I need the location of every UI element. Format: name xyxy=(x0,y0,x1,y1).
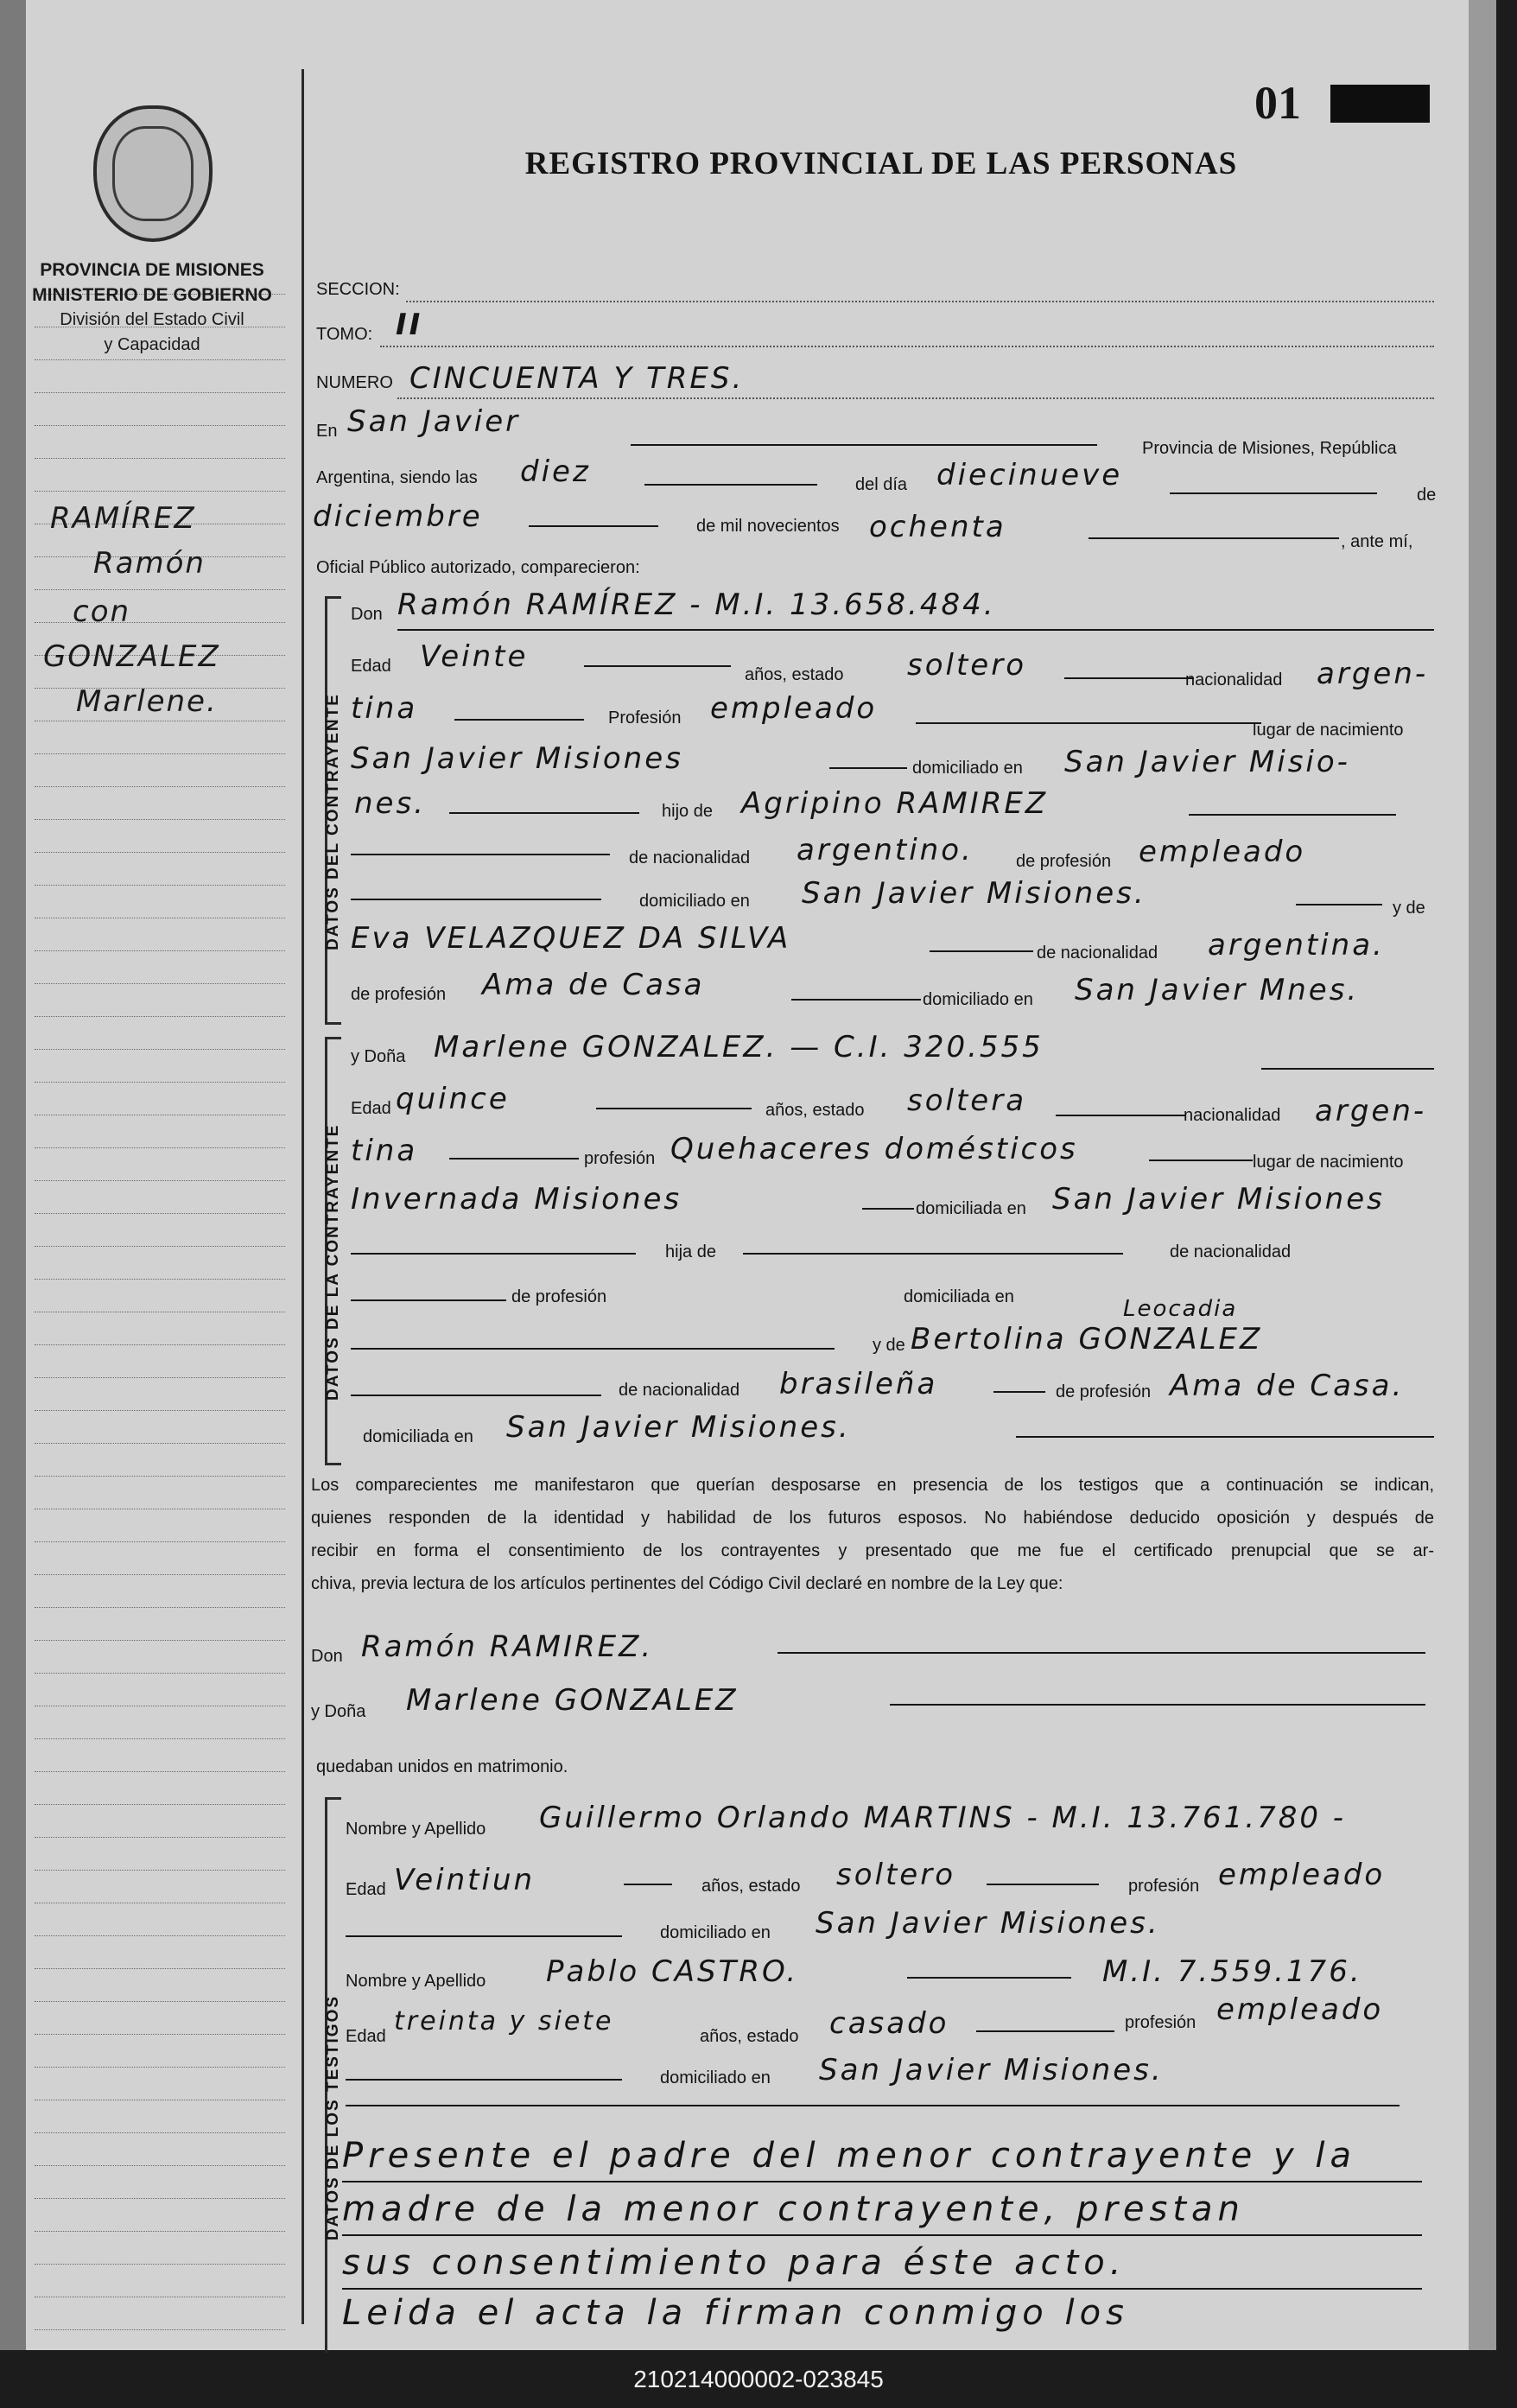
margin-ruled-line xyxy=(35,1443,285,1444)
t1-nombre-label: Nombre y Apellido xyxy=(346,1820,486,1839)
contrayenta-edad: quince xyxy=(396,1082,510,1116)
t2-edad-label: Edad xyxy=(346,2027,386,2046)
declaracion-line-4: chiva, previa lectura de los artículos pertinentes del Código Civil declaré en nombre de la Ley que: xyxy=(311,1574,1063,1593)
t2-dom-label: domiciliado en xyxy=(660,2068,771,2087)
margin-ruled-line xyxy=(35,1410,285,1411)
folio-number: 01 xyxy=(1254,77,1301,129)
contrayenta-madre-dom: San Javier Misiones. xyxy=(506,1410,851,1445)
hija-label: hija de xyxy=(665,1242,716,1261)
tomo-label: TOMO: xyxy=(316,325,373,344)
margin-ruled-line xyxy=(35,885,285,886)
profesion-stroke xyxy=(916,722,1261,724)
dom2-stroke xyxy=(449,812,639,814)
contrayenta-nombre: Marlene GONZALEZ. — C.I. 320.555 xyxy=(434,1030,1044,1064)
contrayenta-section-label: DATOS DE LA CONTRAYENTE xyxy=(324,1123,342,1401)
margin-ruled-line xyxy=(35,1935,285,1936)
margin-ruled-line xyxy=(35,1574,285,1575)
anio-stroke xyxy=(1089,537,1339,539)
contrayenta-estado: soltera xyxy=(907,1083,1027,1118)
lugar-value: San Javier xyxy=(347,404,521,439)
margin-ruled-line xyxy=(35,852,285,853)
testigos-close-stroke xyxy=(346,2105,1400,2106)
observaciones-line-2: madre de la menor contrayente, prestan xyxy=(342,2189,1245,2229)
anios-estado-label: años, estado xyxy=(745,665,844,684)
t2-edad: treinta y siete xyxy=(394,2006,614,2036)
t2-mi: M.I. 7.559.176. xyxy=(1102,1954,1362,1989)
margin-ruled-line xyxy=(35,1377,285,1378)
contrayenta-madre-dom-label: domiciliada en xyxy=(363,1427,473,1446)
tomo-line xyxy=(380,346,1434,347)
hija-dom-label: domiciliada en xyxy=(904,1287,1014,1306)
decl-don-label: Don xyxy=(311,1647,343,1666)
dona-stroke xyxy=(1261,1068,1434,1070)
contrayente-estado: soltero xyxy=(907,648,1026,683)
seccion-line xyxy=(406,301,1434,302)
contrayenta-prof-label: profesión xyxy=(584,1149,656,1168)
t2-domicilio: San Javier Misiones. xyxy=(819,2053,1164,2087)
observaciones-line-3: sus consentimiento para éste acto. xyxy=(342,2243,1127,2283)
testigos-section-label: DATOS DE LOS TESTIGOS xyxy=(324,1994,342,2241)
t2-estado: casado xyxy=(829,2006,949,2041)
nacionalidad-label: nacionalidad xyxy=(1185,670,1283,689)
contrayenta-lugar-nac-label: lugar de nacimiento xyxy=(1253,1153,1404,1172)
y-de-label: y de xyxy=(1393,899,1425,918)
numero-line xyxy=(397,397,1434,399)
margin-ruled-line xyxy=(35,1673,285,1674)
numero-label: NUMERO xyxy=(316,373,393,392)
t1-edad: Veintiun xyxy=(394,1863,536,1897)
ministry-header xyxy=(22,257,282,358)
edad-stroke xyxy=(584,665,731,667)
madre-nac-lead xyxy=(351,1395,601,1396)
margin-note-name-2: Marlene. xyxy=(76,684,218,719)
t1-nombre: Guillermo Orlando MARTINS - M.I. 13.761.780 - xyxy=(539,1801,1347,1835)
padre-dom-label: domiciliado en xyxy=(639,892,750,911)
contrayente-profesion: empleado xyxy=(710,691,878,726)
margin-ruled-line xyxy=(35,2264,285,2265)
contrayenta-nac2-stroke xyxy=(449,1158,579,1160)
contrayenta-nac-label: nacionalidad xyxy=(1184,1106,1281,1125)
margin-ruled-line xyxy=(35,1607,285,1608)
obs-rule-1 xyxy=(342,2181,1422,2182)
provincia-text: Provincia de Misiones, República xyxy=(1142,439,1397,458)
hija-stroke xyxy=(743,1253,1123,1255)
hora-stroke xyxy=(644,484,817,486)
t1-anios-label: años, estado xyxy=(701,1877,801,1896)
t2-nombre: Pablo CASTRO. xyxy=(546,1954,799,1989)
margin-ruled-line xyxy=(35,753,285,754)
lugar-nac-stroke xyxy=(829,767,907,769)
lugar-nac-label: lugar de nacimiento xyxy=(1253,721,1404,740)
margin-ruled-line xyxy=(35,2001,285,2002)
numero-value: CINCUENTA Y TRES. xyxy=(409,361,745,396)
nac2-stroke xyxy=(454,719,584,721)
contrayenta-lugar-stroke xyxy=(862,1208,914,1210)
mes-value: diciembre xyxy=(313,499,483,534)
margin-ruled-line xyxy=(35,950,285,951)
margin-ruled-line xyxy=(35,1771,285,1772)
unidos-text: quedaban unidos en matrimonio. xyxy=(316,1757,568,1776)
org-line-3: División del Estado Civil xyxy=(60,310,244,329)
padre-stroke xyxy=(1189,814,1396,816)
margin-ruled-line xyxy=(35,1968,285,1969)
contrayente-nac-2: tina xyxy=(351,691,418,726)
contrayenta-madre-nac: brasileña xyxy=(779,1367,938,1401)
contrayenta-edad-label: Edad xyxy=(351,1099,391,1118)
margin-ruled-line xyxy=(35,819,285,820)
mes-stroke xyxy=(529,525,658,527)
margin-ruled-line xyxy=(35,392,285,393)
margin-ruled-line xyxy=(35,1804,285,1805)
margin-ruled-line xyxy=(35,1016,285,1017)
padre-nac-label: de nacionalidad xyxy=(629,848,751,867)
contrayente-padre-dom: San Javier Misiones. xyxy=(802,876,1146,911)
estado-stroke xyxy=(1064,677,1194,679)
margin-ruled-line xyxy=(35,425,285,426)
hija-prof-lead xyxy=(351,1299,506,1301)
contrayente-dom-2: nes. xyxy=(354,786,426,821)
dia-value: diecinueve xyxy=(936,458,1123,492)
oficial-text: Oficial Público autorizado, comparecieron: xyxy=(316,558,640,577)
margin-ruled-line xyxy=(35,2231,285,2232)
image-id-label: 210214000002-023845 xyxy=(633,2366,884,2392)
tomo-value: II xyxy=(396,308,423,342)
contrayenta-anios-label: años, estado xyxy=(765,1101,865,1120)
margin-ruled-line xyxy=(35,983,285,984)
declaracion-line-3: recibir en forma el consentimiento de los contrayentes y presentado que me fue el certificado prenupcial que se ar- xyxy=(311,1541,1434,1560)
t2-prof-label: profesión xyxy=(1125,2013,1196,2032)
anio-value: ochenta xyxy=(869,510,1006,544)
t1-estado-stroke xyxy=(987,1884,1099,1885)
provincial-seal-icon xyxy=(93,105,213,242)
dona-label: y Doña xyxy=(351,1047,406,1066)
contrayente-madre-dom: San Javier Mnes. xyxy=(1075,973,1360,1007)
contrayenta-prof-stroke xyxy=(1149,1160,1253,1161)
contrayente-padre: Agripino RAMIREZ xyxy=(741,786,1049,821)
decl-dona-value: Marlene GONZALEZ xyxy=(406,1683,739,1718)
redaction-mark xyxy=(1330,85,1430,123)
contrayente-madre-nac: argentina. xyxy=(1208,928,1385,963)
contrayenta-nac-2: tina xyxy=(351,1134,418,1168)
margin-ruled-line xyxy=(35,1344,285,1345)
margin-ruled-line xyxy=(35,458,285,459)
t1-edad-stroke xyxy=(624,1884,672,1885)
t2-anios-label: años, estado xyxy=(700,2027,799,2046)
madre-prof-stroke xyxy=(791,999,921,1001)
de-label: de xyxy=(1417,486,1437,505)
madre-lead xyxy=(351,1348,835,1350)
dia-stroke xyxy=(1170,492,1377,494)
contrayenta-madre: Bertolina GONZALEZ xyxy=(911,1322,1263,1356)
contrayente-nombre: Ramón RAMÍREZ - M.I. 13.658.484. xyxy=(397,588,996,622)
padre-prof-label: de profesión xyxy=(1016,852,1112,871)
contrayente-nac-1: argen- xyxy=(1317,657,1429,691)
hijo-label: hijo de xyxy=(662,802,713,821)
decl-don-stroke xyxy=(778,1652,1425,1654)
obs-rule-3 xyxy=(342,2288,1422,2290)
margin-ruled-line xyxy=(35,2132,285,2133)
margin-ruled-line xyxy=(35,1082,285,1083)
margin-ruled-line xyxy=(35,1147,285,1148)
t1-domicilio: San Javier Misiones. xyxy=(816,1906,1160,1941)
margin-ruled-line xyxy=(35,2329,285,2330)
t1-prof-label: profesión xyxy=(1128,1877,1200,1896)
hora-value: diez xyxy=(520,454,591,489)
contrayenta-madre-nac-label: de nacionalidad xyxy=(619,1381,740,1400)
obs-rule-2 xyxy=(342,2234,1422,2236)
declaracion-line-1: Los comparecientes me manifestaron que querían desposarse en presencia de los testigos que a continuación se indican, xyxy=(311,1476,1434,1495)
decl-dona-label: y Doña xyxy=(311,1702,366,1721)
domiciliado-label: domiciliado en xyxy=(912,759,1023,778)
margin-rule xyxy=(301,69,304,2324)
page-edge xyxy=(1469,0,1496,2350)
margin-note-surname-1: RAMÍREZ xyxy=(50,501,196,536)
margin-ruled-line xyxy=(35,2165,285,2166)
org-line-4: y Capacidad xyxy=(104,335,200,354)
lugar-stroke xyxy=(631,444,1097,446)
contrayenta-lugar-nac: Invernada Misiones xyxy=(351,1182,682,1217)
padre-nac-lead xyxy=(351,854,610,855)
margin-note-surname-2: GONZALEZ xyxy=(43,639,220,674)
contrayenta-madre-prof-label: de profesión xyxy=(1056,1382,1152,1401)
hija-prof-label: de profesión xyxy=(511,1287,607,1306)
ante-label: , ante mí, xyxy=(1341,532,1413,551)
contrayenta-domicilio: San Javier Misiones xyxy=(1052,1182,1385,1217)
don-line xyxy=(397,629,1434,631)
margin-note-name-1: Ramón xyxy=(93,546,206,581)
page-title: REGISTRO PROVINCIAL DE LAS PERSONAS xyxy=(524,146,1238,181)
profesion-label: Profesión xyxy=(608,708,682,727)
edad-label: Edad xyxy=(351,657,391,676)
contrayenta-edad-stroke xyxy=(596,1108,752,1109)
del-dia-label: del día xyxy=(855,475,908,494)
contrayente-edad: Veinte xyxy=(420,639,529,674)
argentina-text: Argentina, siendo las xyxy=(316,468,478,487)
padre-dom-lead xyxy=(351,899,601,900)
madre-nac-label: de nacionalidad xyxy=(1037,944,1158,963)
margin-ruled-line xyxy=(35,1837,285,1838)
madre-prof-label: de profesión xyxy=(351,985,447,1004)
madre-dom-stroke xyxy=(1016,1436,1434,1438)
decl-don-value: Ramón RAMIREZ. xyxy=(361,1630,654,1664)
mil-label: de mil novecientos xyxy=(696,517,840,536)
observaciones-line-1: Presente el padre del menor contrayente y la xyxy=(342,2136,1356,2176)
t1-profesion: empleado xyxy=(1218,1858,1386,1892)
decl-dona-stroke xyxy=(890,1704,1425,1706)
madre-nac-stroke xyxy=(993,1391,1045,1393)
contrayente-section-label: DATOS DEL CONTRAYENTE xyxy=(324,693,342,950)
don-label: Don xyxy=(351,605,383,624)
contrayenta-dom-label: domiciliada en xyxy=(916,1199,1026,1218)
margin-note-con: con xyxy=(73,594,131,629)
margin-ruled-line xyxy=(35,2067,285,2068)
contrayenta-nac-1: argen- xyxy=(1315,1094,1427,1128)
contrayenta-estado-stroke xyxy=(1056,1115,1185,1116)
contrayenta-madre-insert: Leocadia xyxy=(1123,1296,1238,1322)
margin-ruled-line xyxy=(35,1213,285,1214)
contrayenta-profesion: Quehaceres domésticos xyxy=(670,1132,1078,1166)
contrayenta-madre-prof: Ama de Casa. xyxy=(1170,1369,1405,1403)
contrayente-dom-1: San Javier Misio- xyxy=(1064,745,1350,779)
declaracion-line-2: quienes responden de la identidad y habilidad de los futuros esposos. No habiéndose deducido oposición y después de xyxy=(311,1509,1434,1528)
t1-edad-label: Edad xyxy=(346,1880,386,1899)
margin-ruled-line xyxy=(35,1180,285,1181)
margin-ruled-line xyxy=(35,1279,285,1280)
t2-nombre-label: Nombre y Apellido xyxy=(346,1972,486,1991)
margin-ruled-line xyxy=(35,1738,285,1739)
margin-ruled-line xyxy=(35,1541,285,1542)
en-label: En xyxy=(316,422,338,441)
contrayente-lugar-nac: San Javier Misiones xyxy=(351,741,683,776)
t1-estado: soltero xyxy=(836,1858,955,1892)
margin-ruled-line xyxy=(35,2034,285,2035)
margin-ruled-line xyxy=(35,1870,285,1871)
margin-ruled-line xyxy=(35,491,285,492)
margin-ruled-line xyxy=(35,1049,285,1050)
t2-dom-lead xyxy=(346,2079,622,2081)
margin-ruled-line xyxy=(35,1476,285,1477)
observaciones-line-4: Leida el acta la firman conmigo los xyxy=(342,2293,1129,2333)
hija-lead xyxy=(351,1253,636,1255)
t1-dom-lead xyxy=(346,1935,622,1937)
margin-ruled-line xyxy=(35,2198,285,2199)
contrayente-padre-nac: argentino. xyxy=(797,833,974,867)
margin-ruled-line xyxy=(35,786,285,787)
contrayente-madre-prof: Ama de Casa xyxy=(482,968,705,1002)
contrayenta-y-de-label: y de xyxy=(873,1336,905,1355)
contrayente-padre-prof: empleado xyxy=(1139,835,1306,869)
margin-ruled-line xyxy=(35,589,285,590)
padre-dom-stroke xyxy=(1296,904,1382,905)
madre-dom-label: domiciliado en xyxy=(923,990,1033,1009)
contrayente-madre: Eva VELAZQUEZ DA SILVA xyxy=(351,921,791,956)
hija-nac-label: de nacionalidad xyxy=(1170,1242,1292,1261)
org-line-1: PROVINCIA DE MISIONES xyxy=(40,260,264,280)
t1-dom-label: domiciliado en xyxy=(660,1923,771,1942)
t2-nombre-stroke xyxy=(907,1977,1071,1979)
seccion-label: SECCION: xyxy=(316,280,400,299)
madre-stroke xyxy=(930,950,1033,952)
margin-ruled-line xyxy=(35,1246,285,1247)
margin-ruled-line xyxy=(35,359,285,360)
margin-ruled-line xyxy=(35,1640,285,1641)
org-line-2: MINISTERIO DE GOBIERNO xyxy=(32,285,272,305)
t2-profesion: empleado xyxy=(1216,1992,1384,2027)
t2-estado-stroke xyxy=(976,2030,1114,2032)
